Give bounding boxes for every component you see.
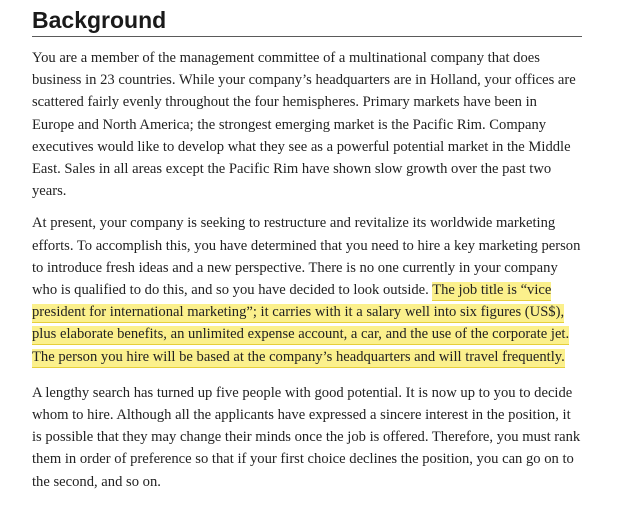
document-page (32, 6, 582, 493)
section-heading: Background (32, 6, 582, 37)
paragraph-3: A lengthy search has turned up five people with good potential. It is now up to you to decide whom to hire. Although all the applicants have expressed a sincere interest in the position, it is possible that they may change their minds once the job is offered. Therefore, you must rank them in order of preference so that if your first choice declines the position, you can go on to the second, and so on. (32, 384, 581, 490)
highlighted-text-2[interactable]: The person you hire will be based at the company’s headquarters and will travel frequently. (32, 349, 565, 368)
paragraph-2-text: At present, your company is seeking to restructure and revitalize its worldwide marketing efforts. To accomplish this, you have determined that you need to hire a key marketing person to introduce fresh ideas and a new perspective. There is no one currently in your company who is qualified to do this, and so you have decided to look outside. (32, 215, 581, 299)
highlighted-text-1[interactable]: The job title is “vice president for international marketing”; it carries with it a salary well into six figures (US$), plus elaborate benefits, an unlimited expense account, a car, and the use of the corporate jet. (32, 282, 569, 345)
paragraph-2 (32, 212, 582, 367)
paragraph-1: You are a member of the management committee of a multinational company that does business in 23 countries. While your company’s headquarters are in Holland, your offices are scattered fairly evenly throughout the four hemispheres. Primary markets have been in Europe and North America; the strongest emerging market is the Pacific Rim. Company executives would like to develop what they see as a powerful potential market in the Middle East. Sales in all areas except the Pacific Rim have shown slow growth over the past two years. (32, 50, 576, 200)
